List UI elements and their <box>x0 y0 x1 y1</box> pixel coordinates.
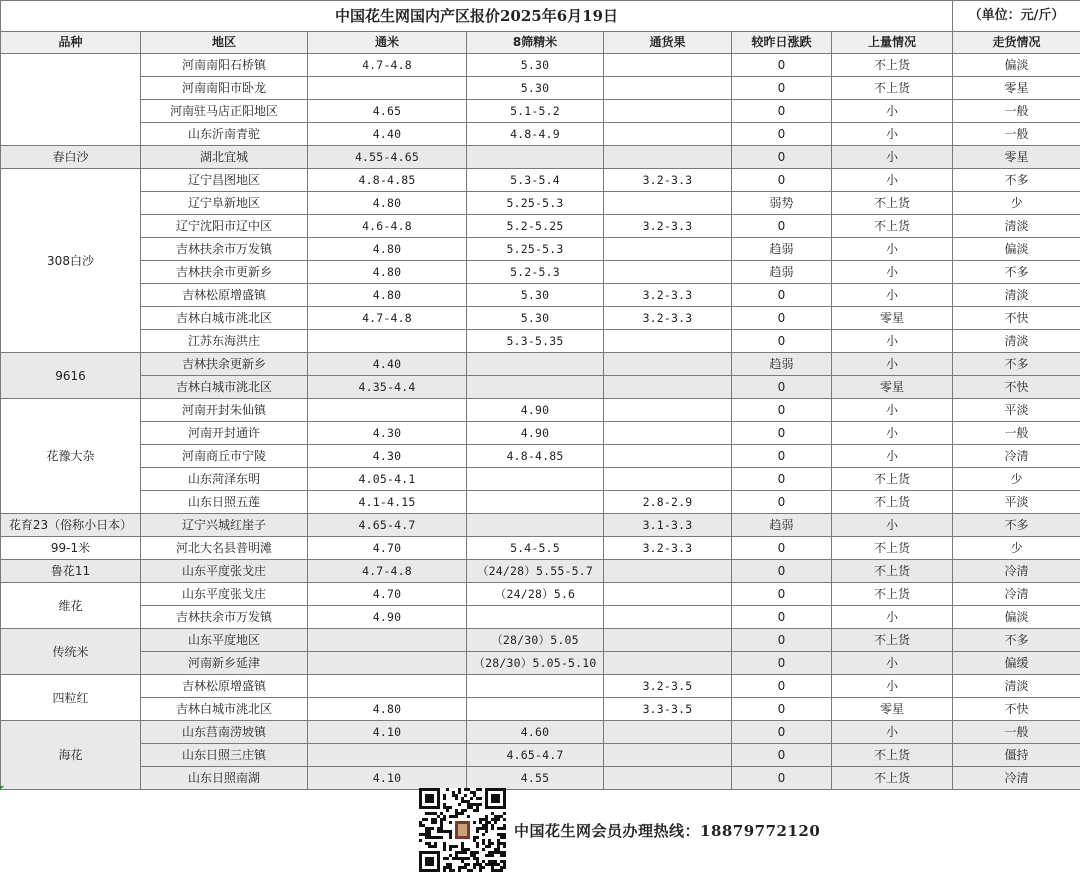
sales-cell: 一般 <box>953 422 1080 445</box>
tongmi-cell: 4.30 <box>308 445 467 468</box>
change-cell: 0 <box>732 215 832 238</box>
table-row <box>1 698 1080 721</box>
supply-cell: 小 <box>832 353 953 376</box>
supply-cell: 不上货 <box>832 560 953 583</box>
tonghuo-cell: 3.2-3.3 <box>604 169 732 192</box>
tongmi-cell: 4.55-4.65 <box>308 146 467 169</box>
tonghuo-cell: 3.3-3.5 <box>604 698 732 721</box>
tonghuo-cell <box>604 353 732 376</box>
table-row <box>1 744 1080 767</box>
change-cell: 0 <box>732 330 832 353</box>
header-supply: 上量情况 <box>832 32 953 54</box>
tongmi-cell: 4.7-4.8 <box>308 560 467 583</box>
jingmi-cell: 5.30 <box>467 284 604 307</box>
tonghuo-cell <box>604 100 732 123</box>
tonghuo-cell: 3.2-3.3 <box>604 215 732 238</box>
tongmi-cell: 4.10 <box>308 721 467 744</box>
change-cell: 0 <box>732 376 832 399</box>
table-row <box>1 330 1080 353</box>
sales-cell: 不多 <box>953 629 1080 652</box>
change-cell: 趋弱 <box>732 353 832 376</box>
region-cell: 河北大名县普明滩 <box>141 537 308 560</box>
change-cell: 0 <box>732 652 832 675</box>
jingmi-cell: 5.30 <box>467 77 604 100</box>
tongmi-cell: 4.8-4.85 <box>308 169 467 192</box>
tonghuo-cell: 3.2-3.3 <box>604 284 732 307</box>
table-row <box>1 215 1080 238</box>
sales-cell: 偏淡 <box>953 54 1080 77</box>
sales-cell: 冷清 <box>953 445 1080 468</box>
tonghuo-cell <box>604 652 732 675</box>
tongmi-cell <box>308 675 467 698</box>
jingmi-cell <box>467 491 604 514</box>
supply-cell: 小 <box>832 330 953 353</box>
tonghuo-cell: 3.2-3.5 <box>604 675 732 698</box>
tongmi-cell: 4.80 <box>308 238 467 261</box>
table-row <box>1 583 1080 606</box>
supply-cell: 小 <box>832 284 953 307</box>
tongmi-cell: 4.6-4.8 <box>308 215 467 238</box>
supply-cell: 不上货 <box>832 468 953 491</box>
tongmi-cell: 4.80 <box>308 284 467 307</box>
supply-cell: 小 <box>832 422 953 445</box>
table-row <box>1 284 1080 307</box>
table-row <box>1 537 1080 560</box>
header-row <box>1 32 1080 54</box>
supply-cell: 零星 <box>832 698 953 721</box>
sales-cell: 偏淡 <box>953 238 1080 261</box>
tonghuo-cell <box>604 744 732 767</box>
tongmi-cell: 4.70 <box>308 583 467 606</box>
region-cell: 辽宁昌图地区 <box>141 169 308 192</box>
change-cell: 0 <box>732 537 832 560</box>
tongmi-cell: 4.65 <box>308 100 467 123</box>
region-cell: 吉林白城市洮北区 <box>141 376 308 399</box>
supply-cell: 小 <box>832 721 953 744</box>
tongmi-cell <box>308 399 467 422</box>
table-row <box>1 100 1080 123</box>
sheet-title: 中国花生网国内产区报价2025年6月19日 <box>1 1 953 32</box>
tongmi-cell: 4.65-4.7 <box>308 514 467 537</box>
region-cell: 山东日照五莲 <box>141 491 308 514</box>
variety-cell: 9616 <box>1 353 141 399</box>
change-cell: 0 <box>732 422 832 445</box>
tonghuo-cell <box>604 77 732 100</box>
change-cell: 趋弱 <box>732 514 832 537</box>
region-cell: 山东沂南青驼 <box>141 123 308 146</box>
tonghuo-cell <box>604 123 732 146</box>
tonghuo-cell <box>604 629 732 652</box>
jingmi-cell: 5.30 <box>467 54 604 77</box>
tongmi-cell: 4.7-4.8 <box>308 54 467 77</box>
table-row <box>1 491 1080 514</box>
change-cell: 0 <box>732 445 832 468</box>
variety-cell <box>1 54 141 146</box>
supply-cell: 不上货 <box>832 192 953 215</box>
table-row <box>1 169 1080 192</box>
supply-cell: 小 <box>832 169 953 192</box>
header-tongmi: 通米 <box>308 32 467 54</box>
variety-cell: 维花 <box>1 583 141 629</box>
jingmi-cell <box>467 698 604 721</box>
sales-cell: 冷清 <box>953 560 1080 583</box>
change-cell: 0 <box>732 629 832 652</box>
supply-cell: 小 <box>832 514 953 537</box>
region-cell: 河南驻马店正阳地区 <box>141 100 308 123</box>
table-row <box>1 192 1080 215</box>
region-cell: 江苏东海洪庄 <box>141 330 308 353</box>
variety-cell: 春白沙 <box>1 146 141 169</box>
jingmi-cell: 5.4-5.5 <box>467 537 604 560</box>
region-cell: 吉林松原增盛镇 <box>141 284 308 307</box>
table-row <box>1 629 1080 652</box>
sales-cell: 不快 <box>953 307 1080 330</box>
jingmi-cell: 5.30 <box>467 307 604 330</box>
region-cell: 山东菏泽东明 <box>141 468 308 491</box>
sales-cell: 不多 <box>953 169 1080 192</box>
sales-cell: 清淡 <box>953 284 1080 307</box>
tongmi-cell: 4.40 <box>308 123 467 146</box>
table-row <box>1 238 1080 261</box>
variety-cell: 海花 <box>1 721 141 790</box>
tongmi-cell: 4.30 <box>308 422 467 445</box>
change-cell: 0 <box>732 307 832 330</box>
supply-cell: 不上货 <box>832 54 953 77</box>
supply-cell: 小 <box>832 675 953 698</box>
supply-cell: 小 <box>832 652 953 675</box>
variety-cell: 308白沙 <box>1 169 141 353</box>
tonghuo-cell <box>604 192 732 215</box>
sales-cell: 偏淡 <box>953 606 1080 629</box>
change-cell: 0 <box>732 606 832 629</box>
table-row <box>1 468 1080 491</box>
jingmi-cell: 4.8-4.85 <box>467 445 604 468</box>
tonghuo-cell: 3.2-3.3 <box>604 537 732 560</box>
change-cell: 0 <box>732 100 832 123</box>
variety-cell: 花育23（俗称小日本） <box>1 514 141 537</box>
change-cell: 0 <box>732 560 832 583</box>
jingmi-cell <box>467 675 604 698</box>
sales-cell: 少 <box>953 192 1080 215</box>
variety-cell: 鲁花11 <box>1 560 141 583</box>
region-cell: 吉林白城市洮北区 <box>141 698 308 721</box>
region-cell: 吉林扶余市更新乡 <box>141 261 308 284</box>
sales-cell: 平淡 <box>953 491 1080 514</box>
unit-label: （单位：元/斤） <box>953 1 1080 32</box>
table-row <box>1 146 1080 169</box>
jingmi-cell: 5.25-5.3 <box>467 192 604 215</box>
jingmi-cell <box>467 353 604 376</box>
tongmi-cell: 4.10 <box>308 767 467 790</box>
supply-cell: 不上货 <box>832 767 953 790</box>
supply-cell: 小 <box>832 146 953 169</box>
tongmi-cell <box>308 652 467 675</box>
supply-cell: 零星 <box>832 307 953 330</box>
change-cell: 0 <box>732 123 832 146</box>
change-cell: 0 <box>732 491 832 514</box>
sales-cell: 少 <box>953 468 1080 491</box>
header-tonghuo: 通货果 <box>604 32 732 54</box>
table-row <box>1 675 1080 698</box>
supply-cell: 小 <box>832 238 953 261</box>
supply-cell: 小 <box>832 100 953 123</box>
region-cell: 辽宁兴城红崖子 <box>141 514 308 537</box>
tonghuo-cell <box>604 468 732 491</box>
change-cell: 趋弱 <box>732 238 832 261</box>
tongmi-cell <box>308 77 467 100</box>
supply-cell: 不上货 <box>832 491 953 514</box>
table-row <box>1 77 1080 100</box>
header-change: 较昨日涨跌 <box>732 32 832 54</box>
tonghuo-cell <box>604 583 732 606</box>
change-cell: 0 <box>732 169 832 192</box>
header-sales: 走货情况 <box>953 32 1080 54</box>
change-cell: 0 <box>732 399 832 422</box>
title-row <box>1 1 1080 32</box>
header-variety: 品种 <box>1 32 141 54</box>
region-cell: 山东平度地区 <box>141 629 308 652</box>
supply-cell: 不上货 <box>832 744 953 767</box>
region-cell: 河南南阳市卧龙 <box>141 77 308 100</box>
tonghuo-cell <box>604 238 732 261</box>
region-cell: 山东平度张戈庄 <box>141 560 308 583</box>
region-cell: 湖北宜城 <box>141 146 308 169</box>
supply-cell: 小 <box>832 399 953 422</box>
tongmi-cell: 4.90 <box>308 606 467 629</box>
jingmi-cell: 4.65-4.7 <box>467 744 604 767</box>
table-row <box>1 652 1080 675</box>
sales-cell: 一般 <box>953 100 1080 123</box>
jingmi-cell: （24/28）5.6 <box>467 583 604 606</box>
variety-cell: 99-1米 <box>1 537 141 560</box>
tonghuo-cell: 3.1-3.3 <box>604 514 732 537</box>
jingmi-cell: 5.2-5.25 <box>467 215 604 238</box>
header-jingmi: 8筛精米 <box>467 32 604 54</box>
table-row <box>1 445 1080 468</box>
tongmi-cell: 4.1-4.15 <box>308 491 467 514</box>
jingmi-cell: 4.55 <box>467 767 604 790</box>
tonghuo-cell <box>604 146 732 169</box>
sales-cell: 不多 <box>953 514 1080 537</box>
tonghuo-cell <box>604 399 732 422</box>
jingmi-cell: 5.2-5.3 <box>467 261 604 284</box>
table-row <box>1 376 1080 399</box>
hotline-text: 中国花生网会员办理热线：18879772120 <box>514 822 821 840</box>
sales-cell: 不多 <box>953 261 1080 284</box>
sales-cell: 偏缓 <box>953 652 1080 675</box>
jingmi-cell: 5.1-5.2 <box>467 100 604 123</box>
jingmi-cell <box>467 468 604 491</box>
supply-cell: 小 <box>832 261 953 284</box>
jingmi-cell: 5.25-5.3 <box>467 238 604 261</box>
tonghuo-cell <box>604 560 732 583</box>
change-cell: 0 <box>732 767 832 790</box>
jingmi-cell <box>467 514 604 537</box>
table-row <box>1 514 1080 537</box>
change-cell: 0 <box>732 54 832 77</box>
tonghuo-cell: 2.8-2.9 <box>604 491 732 514</box>
tonghuo-cell <box>604 261 732 284</box>
region-cell: 河南南阳石桥镇 <box>141 54 308 77</box>
region-cell: 吉林扶余市万发镇 <box>141 238 308 261</box>
tongmi-cell: 4.05-4.1 <box>308 468 467 491</box>
change-cell: 0 <box>732 77 832 100</box>
region-cell: 吉林扶余市万发镇 <box>141 606 308 629</box>
supply-cell: 小 <box>832 123 953 146</box>
jingmi-cell: 4.90 <box>467 422 604 445</box>
sales-cell: 少 <box>953 537 1080 560</box>
change-cell: 0 <box>732 744 832 767</box>
table-row <box>1 422 1080 445</box>
tongmi-cell: 4.70 <box>308 537 467 560</box>
table-row <box>1 261 1080 284</box>
region-cell: 河南商丘市宁陵 <box>141 445 308 468</box>
jingmi-cell: 5.3-5.4 <box>467 169 604 192</box>
table-row <box>1 606 1080 629</box>
sales-cell: 不多 <box>953 353 1080 376</box>
footer <box>0 786 1080 873</box>
change-cell: 弱势 <box>732 192 832 215</box>
region-cell: 吉林松原增盛镇 <box>141 675 308 698</box>
tonghuo-cell <box>604 376 732 399</box>
supply-cell: 不上货 <box>832 215 953 238</box>
tongmi-cell: 4.40 <box>308 353 467 376</box>
tongmi-cell <box>308 330 467 353</box>
region-cell: 山东平度张戈庄 <box>141 583 308 606</box>
jingmi-cell: 4.90 <box>467 399 604 422</box>
change-cell: 0 <box>732 721 832 744</box>
tonghuo-cell <box>604 721 732 744</box>
table-row <box>1 399 1080 422</box>
tongmi-cell: 4.80 <box>308 698 467 721</box>
tongmi-cell <box>308 744 467 767</box>
tongmi-cell: 4.7-4.8 <box>308 307 467 330</box>
jingmi-cell: 4.8-4.9 <box>467 123 604 146</box>
jingmi-cell: （24/28）5.55-5.7 <box>467 560 604 583</box>
region-cell: 河南开封通许 <box>141 422 308 445</box>
sales-cell: 冷清 <box>953 767 1080 790</box>
jingmi-cell: 4.60 <box>467 721 604 744</box>
tonghuo-cell <box>604 330 732 353</box>
table-row <box>1 353 1080 376</box>
jingmi-cell: （28/30）5.05-5.10 <box>467 652 604 675</box>
supply-cell: 小 <box>832 606 953 629</box>
change-cell: 0 <box>732 675 832 698</box>
tonghuo-cell <box>604 422 732 445</box>
table-row <box>1 560 1080 583</box>
variety-cell: 传统米 <box>1 629 141 675</box>
region-cell: 辽宁阜新地区 <box>141 192 308 215</box>
sales-cell: 一般 <box>953 721 1080 744</box>
region-cell: 山东莒南涝坡镇 <box>141 721 308 744</box>
sales-cell: 僵持 <box>953 744 1080 767</box>
table-row <box>1 307 1080 330</box>
sales-cell: 清淡 <box>953 215 1080 238</box>
region-cell: 吉林扶余更新乡 <box>141 353 308 376</box>
tongmi-cell: 4.80 <box>308 192 467 215</box>
sales-cell: 冷清 <box>953 583 1080 606</box>
region-cell: 河南开封朱仙镇 <box>141 399 308 422</box>
region-cell: 河南新乡延津 <box>141 652 308 675</box>
sales-cell: 零星 <box>953 146 1080 169</box>
tongmi-cell: 4.35-4.4 <box>308 376 467 399</box>
tonghuo-cell <box>604 54 732 77</box>
tonghuo-cell: 3.2-3.3 <box>604 307 732 330</box>
supply-cell: 不上货 <box>832 629 953 652</box>
change-cell: 0 <box>732 583 832 606</box>
table-row <box>1 721 1080 744</box>
supply-cell: 不上货 <box>832 537 953 560</box>
jingmi-cell <box>467 376 604 399</box>
supply-cell: 不上货 <box>832 583 953 606</box>
change-cell: 0 <box>732 146 832 169</box>
variety-cell: 四粒红 <box>1 675 141 721</box>
sales-cell: 不快 <box>953 698 1080 721</box>
jingmi-cell <box>467 606 604 629</box>
sales-cell: 不快 <box>953 376 1080 399</box>
jingmi-cell: 5.3-5.35 <box>467 330 604 353</box>
tongmi-cell <box>308 629 467 652</box>
region-cell: 吉林白城市洮北区 <box>141 307 308 330</box>
region-cell: 山东日照南湖 <box>141 767 308 790</box>
variety-cell: 花豫大杂 <box>1 399 141 514</box>
change-cell: 趋弱 <box>732 261 832 284</box>
header-region: 地区 <box>141 32 308 54</box>
table-row <box>1 54 1080 77</box>
change-cell: 0 <box>732 698 832 721</box>
region-cell: 辽宁沈阳市辽中区 <box>141 215 308 238</box>
supply-cell: 不上货 <box>832 77 953 100</box>
jingmi-cell: （28/30）5.05 <box>467 629 604 652</box>
sales-cell: 零星 <box>953 77 1080 100</box>
sales-cell: 平淡 <box>953 399 1080 422</box>
supply-cell: 小 <box>832 445 953 468</box>
table-row <box>1 123 1080 146</box>
sales-cell: 一般 <box>953 123 1080 146</box>
tonghuo-cell <box>604 606 732 629</box>
sales-cell: 清淡 <box>953 330 1080 353</box>
region-cell: 山东日照三庄镇 <box>141 744 308 767</box>
tonghuo-cell <box>604 445 732 468</box>
sales-cell: 清淡 <box>953 675 1080 698</box>
change-cell: 0 <box>732 468 832 491</box>
supply-cell: 零星 <box>832 376 953 399</box>
tongmi-cell: 4.80 <box>308 261 467 284</box>
change-cell: 0 <box>732 284 832 307</box>
jingmi-cell <box>467 146 604 169</box>
qr-code-icon <box>419 788 506 872</box>
